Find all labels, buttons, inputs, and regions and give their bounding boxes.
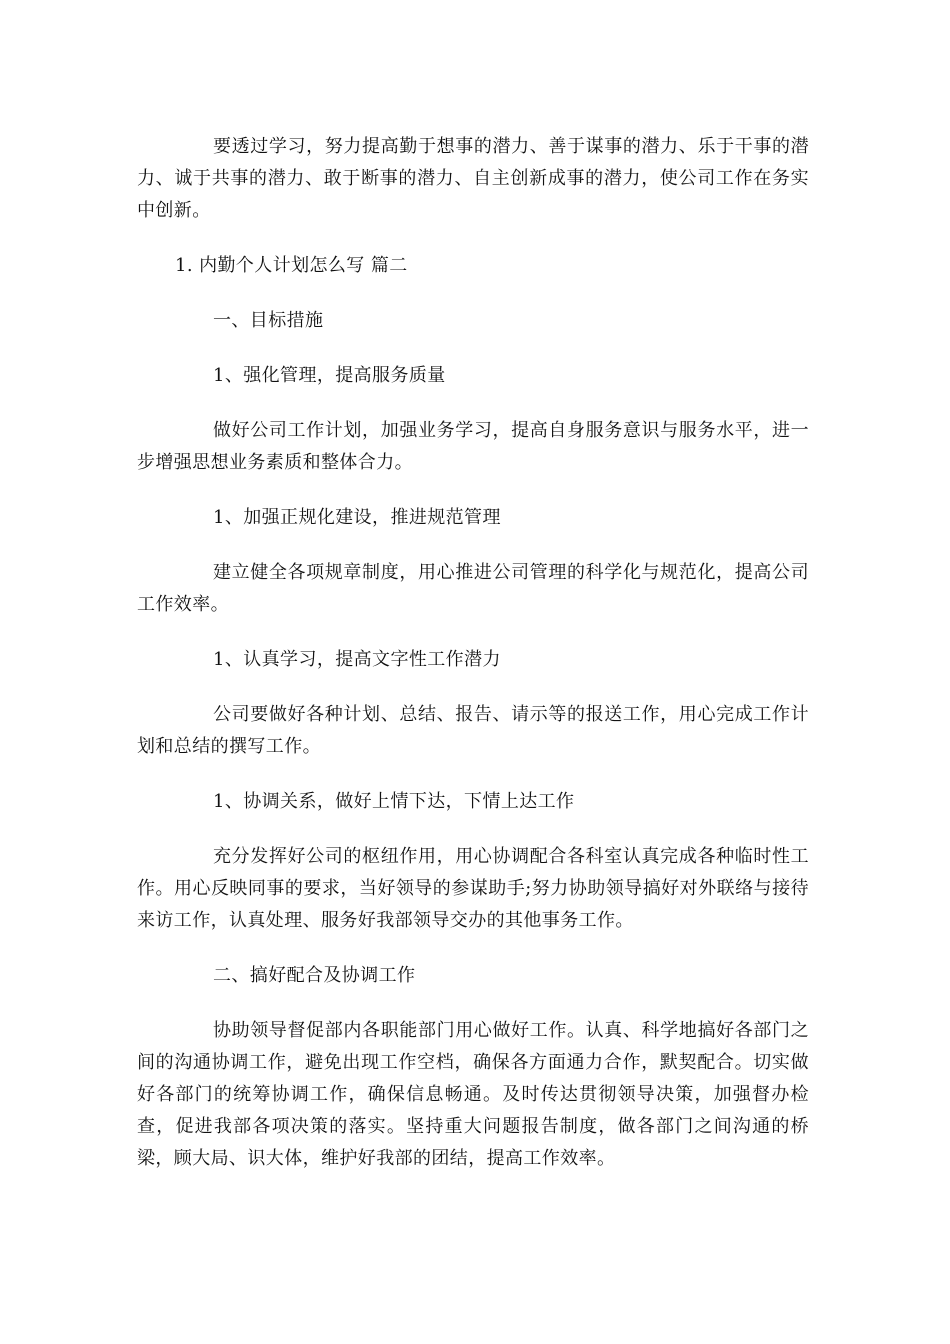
subheading-study: 1、认真学习，提高文字性工作潜力 xyxy=(213,649,501,670)
section-title: 1. 内勤个人计划怎么写 篇二 xyxy=(175,255,408,276)
paragraph-work-plan: 做好公司工作计划，加强业务学习，提高自身服务意识与服务水平，进一步增强思想业务素质和整体合力。 xyxy=(137,420,809,473)
subheading-standardization: 1、加强正规化建设，推进规范管理 xyxy=(213,507,501,528)
intro-paragraph: 要透过学习，努力提高勤于想事的潜力、善于谋事的潜力、乐于干事的潜力、诚于共事的潜力、敢于断事的潜力、自主创新成事的潜力，使公司工作在务实中创新。 xyxy=(137,136,809,221)
heading-goals: 一、目标措施 xyxy=(213,310,324,331)
paragraph-assist-leaders: 协助领导督促部内各职能部门用心做好工作。认真、科学地搞好各部门之间的沟通协调工作，避免出现工作空档，确保各方面通力合作，默契配合。切实做好各部门的统筹协调工作，确保信息畅通。及时传达贯彻领导决策，加强督办检查，促进我部各项决策的落实。坚持重大问题报告制度，做各部门之间沟通的桥梁，顾大局、识大体，维护好我部的团结，提高工作效率。 xyxy=(137,1020,809,1169)
paragraph-regulations: 建立健全各项规章制度，用心推进公司管理的科学化与规范化，提高公司工作效率。 xyxy=(137,562,809,615)
heading-cooperation: 二、搞好配合及协调工作 xyxy=(213,965,416,986)
subheading-coordination: 1、协调关系，做好上情下达，下情上达工作 xyxy=(213,791,575,812)
document-body xyxy=(137,131,809,1198)
paragraph-reports: 公司要做好各种计划、总结、报告、请示等的报送工作，用心完成工作计划和总结的撰写工作。 xyxy=(137,704,809,757)
paragraph-hub-role: 充分发挥好公司的枢纽作用，用心协调配合各科室认真完成各种临时性工作。用心反映同事的要求，当好领导的参谋助手;努力协助领导搞好对外联络与接待来访工作，认真处理、服务好我部领导交办的其他事务工作。 xyxy=(137,846,809,931)
subheading-strengthen-management: 1、强化管理，提高服务质量 xyxy=(213,365,446,386)
